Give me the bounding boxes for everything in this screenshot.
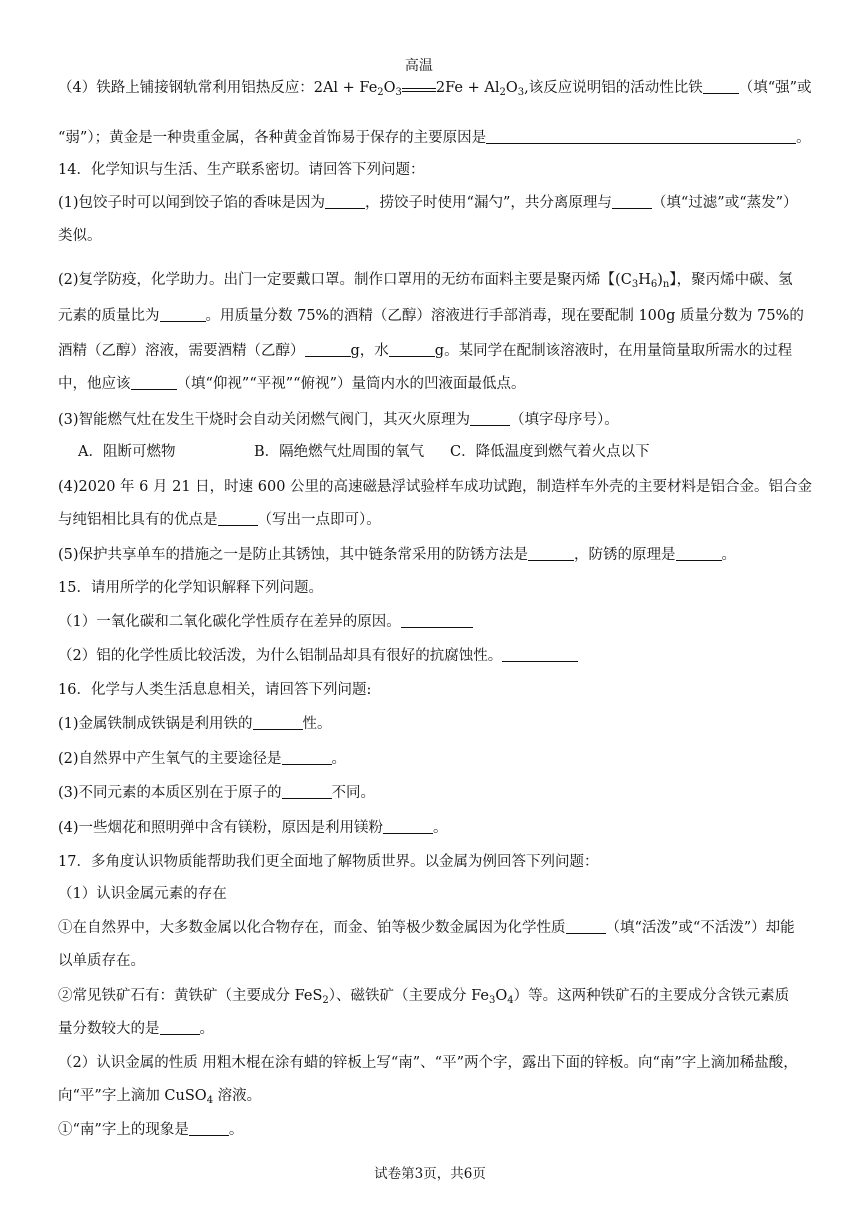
text: 与纯铝相比具有的优点是 [58,512,218,528]
text: ①在自然界中，大多数金属以化合物存在，而金、铂等极少数金属因为化学性质 [58,920,566,936]
q14-part2-line3 [58,341,818,361]
text: ）、磁铁矿（主要成分 Fe [328,988,489,1004]
answer-blank[interactable] [189,1120,229,1136]
text: 2Fe + Al [435,80,500,96]
answer-blank[interactable] [131,374,177,390]
answer-blank[interactable] [486,128,796,144]
text: 。 [796,130,811,146]
q17-section2-line1: （2）认识金属的性质 用粗木棍在涂有蜡的锌板上写“南”、“平”两个字，露出下面的锌板。向“南”字上滴加稀盐酸， [58,1055,798,1071]
q14-part5 [58,545,818,565]
text: (4)一些烟花和照明弹中含有镁粉，原因是利用镁粉 [58,820,384,836]
text: （2）铝的化学性质比较活泼，为什么铝制品却具有很好的抗腐蚀性。 [58,648,503,664]
q14-part2-line1 [58,270,818,290]
answer-blank[interactable] [566,918,606,934]
q15-title: 15．请用所学的化学知识解释下列问题。 [58,580,323,596]
text: (3)智能燃气灶在发生干烧时会自动关闭燃气阀门，其灭火原理为 [58,412,471,428]
q17-section1: （1）认识金属元素的存在 [58,886,227,902]
subscript: 3 [488,995,496,1006]
text: (3)不同元素的本质区别在于原子的 [58,785,282,801]
text: 中，他应该 [58,376,131,392]
q17-item2-line2 [58,1019,818,1039]
q14-part3-options [78,442,838,462]
answer-blank[interactable] [282,749,332,765]
q17-item3 [58,1120,818,1140]
text: (2)自然界中产生氧气的主要途径是 [58,751,282,767]
q16-part1 [58,714,818,734]
answer-blank[interactable] [218,510,258,526]
answer-blank[interactable] [528,545,574,561]
text: 】，聚丙烯中碳、氢 [669,272,793,288]
text: 。 [721,547,737,563]
q13-part4-line1 [58,58,818,98]
q13-part4-line2 [58,128,818,148]
q17-item1-line2: 以单质存在。 [58,953,145,969]
q16-part3 [58,783,818,803]
text: ,该反应说明铝的活动性比铁 [524,80,703,96]
text: （填“过滤”或“蒸发”） [651,195,798,211]
option-c[interactable]: C．降低温度到燃气着火点以下 [450,444,650,460]
text: 向“平”字上滴加 CuSO [58,1088,207,1104]
q14-part4-line2 [58,510,818,530]
text: ( [615,272,621,288]
text: g，水 [350,343,389,359]
text: O [383,80,396,96]
subscript: 4 [507,995,514,1006]
text: 。 [199,1021,214,1037]
text: ）等。这两种铁矿石的主要成分含铁元素质 [513,988,790,1004]
answer-blank[interactable] [383,818,433,834]
subscript: 6 [650,279,658,290]
q14-part4-line1: (4)2020 年 6 月 21 日，时速 600 公里的高速磁悬浮试验样车成功试跑，制造样车外壳的主要材料是铝合金。铝合金 [58,479,813,495]
text: 。 [228,1122,244,1138]
q17-section2-line2 [58,1086,818,1106]
q14-part2-line4 [58,374,818,394]
q14-title: 14．化学知识与生活、生产联系密切。请回答下列问题： [58,162,425,178]
text: 量分数较大的是 [58,1021,160,1037]
q14-part1-line2: 类似。 [58,228,102,244]
text: （1）一氧化碳和二氧化碳化学性质存在差异的原因。 [58,614,401,630]
q14-part2-line2 [58,306,818,326]
text: （填字母序号）。 [510,412,619,428]
subscript: 3 [395,87,402,98]
text: 溶液。 [213,1088,262,1104]
page-footer: 试卷第3页，共6页 [374,1166,486,1182]
text: 。 [331,751,347,767]
q15-part1 [58,612,818,632]
q15-part2 [58,646,818,666]
text: （填“活泼”或“不活泼”）却能 [605,920,795,936]
q17-title: 17．多角度认识物质能帮助我们更全面地了解物质世界。以金属为例回答下列问题： [58,854,599,870]
text: (5)保护共享单车的措施之一是防止其锈蚀，其中链条常采用的防锈方法是 [58,547,529,563]
text: g。某同学在配制该溶液时，在用量筒量取所需水的过程 [434,343,793,359]
answer-blank[interactable] [253,714,303,730]
text: (2)复学防疫，化学助力。出门一定要戴口罩。制作口罩用的无纺布面料主要是聚丙烯【 [58,272,616,288]
text: （填“仰视”“平视”“俯视”）量筒内水的凹液面最低点。 [176,376,526,392]
answer-blank[interactable] [160,1019,200,1035]
q16-part2 [58,749,818,769]
text: 元素的质量比为 [58,308,160,324]
answer-blank[interactable] [325,193,365,209]
subscript: n [662,279,670,290]
text: ，捞饺子时使用“漏勺”，共分离原理与 [365,195,612,211]
subscript: 2 [322,995,329,1006]
answer-blank[interactable] [502,646,578,662]
q17-item2-line1 [58,986,818,1006]
subscript: 2 [377,87,384,98]
text: “弱”）；黄金是一种贵重金属，各种黄金首饰易于保存的主要原因是 [58,130,487,146]
subscript: 3 [517,87,525,98]
subscript: 4 [206,1095,214,1106]
answer-blank[interactable] [676,545,722,561]
text: O [505,80,518,96]
text: 。 [433,820,448,836]
answer-blank[interactable] [612,193,652,209]
answer-blank[interactable] [703,78,739,94]
text: （4）铁路上铺接钢轨常利用铝热反应：2Al + Fe [58,80,378,96]
text: O [495,988,508,1004]
text: ①“南”字上的现象是 [58,1122,189,1138]
answer-blank[interactable] [389,341,435,357]
subscript: 3 [631,279,639,290]
text: （填“强”或 [738,80,812,96]
option-b[interactable]: B．隔绝燃气灶周围的氧气 [254,444,425,460]
text: ) [657,272,663,288]
text: 性。 [302,716,332,732]
q17-item1-line1 [58,918,818,938]
answer-blank[interactable] [305,341,351,357]
condition-label: 高温 [404,58,433,74]
text: （写出一点即可）。 [257,512,381,528]
q16-part4 [58,818,818,838]
answer-blank[interactable] [401,612,473,628]
q14-part1-line1 [58,193,818,213]
text: ，防锈的原理是 [574,547,676,563]
q14-part3 [58,410,818,430]
text: 酒精（乙醇）溶液，需要酒精（乙醇） [58,343,305,359]
text: (1)金属铁制成铁锅是利用铁的 [58,716,253,732]
text: H [638,272,651,288]
text: (1)包饺子时可以闻到饺子馅的香味是因为 [58,195,326,211]
option-a[interactable]: A．阻断可燃物 [78,444,176,460]
answer-blank[interactable] [470,410,510,426]
answer-blank[interactable] [160,306,206,322]
subscript: 2 [499,87,506,98]
text: C [620,272,632,288]
text: ②常见铁矿石有：黄铁矿（主要成分 FeS [58,988,323,1004]
text: 不同。 [331,785,376,801]
q16-title: 16．化学与人类生活息息相关，请回答下列问题: [58,682,372,698]
reaction-condition [402,58,436,92]
equal-sign [402,88,436,92]
text: 。用质量分数 75%的酒精（乙醇）溶液进行手部消毒，现在要配制 100g 质量分数为 75%的 [205,308,804,324]
answer-blank[interactable] [282,783,332,799]
